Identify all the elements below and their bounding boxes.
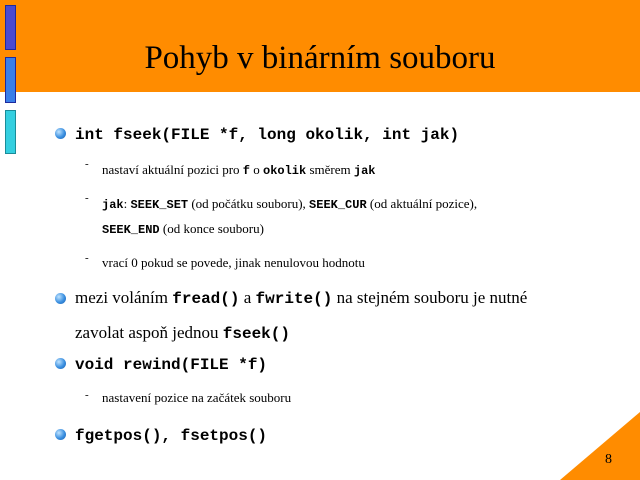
dash-icon: - [85, 389, 89, 401]
page-number: 8 [605, 452, 612, 467]
sub-item-sets-position: nastaví aktuální pozici pro f o okolik směrem jak [102, 162, 376, 178]
sub-item-jak-values: jak: SEEK_SET (od počátku souboru), SEEK_CUR (od aktuální pozice), SEEK_END (od konce souboru) [102, 196, 478, 237]
code-fseek-signature: int fseek(FILE *f, long okolik, int jak) [75, 126, 460, 144]
code-rewind-signature: void rewind(FILE *f) [75, 356, 268, 374]
dash-icon: - [85, 252, 89, 264]
sub-item-return-value: vrací 0 pokud se povede, jinak nenulovou hodnotu [102, 255, 365, 270]
code-fgetpos-fsetpos: fgetpos(), fsetpos() [75, 427, 268, 445]
slide-title: Pohyb v binárním souboru [144, 40, 496, 76]
dash-icon: - [85, 192, 89, 204]
sub-item-rewind-desc: nastavení pozice na začátek souboru [102, 390, 292, 405]
list-item-fread-fwrite: mezi voláním fread() a fwrite() na stejném souboru je nutné zavolat aspoň jednou fseek() [75, 288, 528, 343]
dash-icon: - [85, 158, 89, 170]
